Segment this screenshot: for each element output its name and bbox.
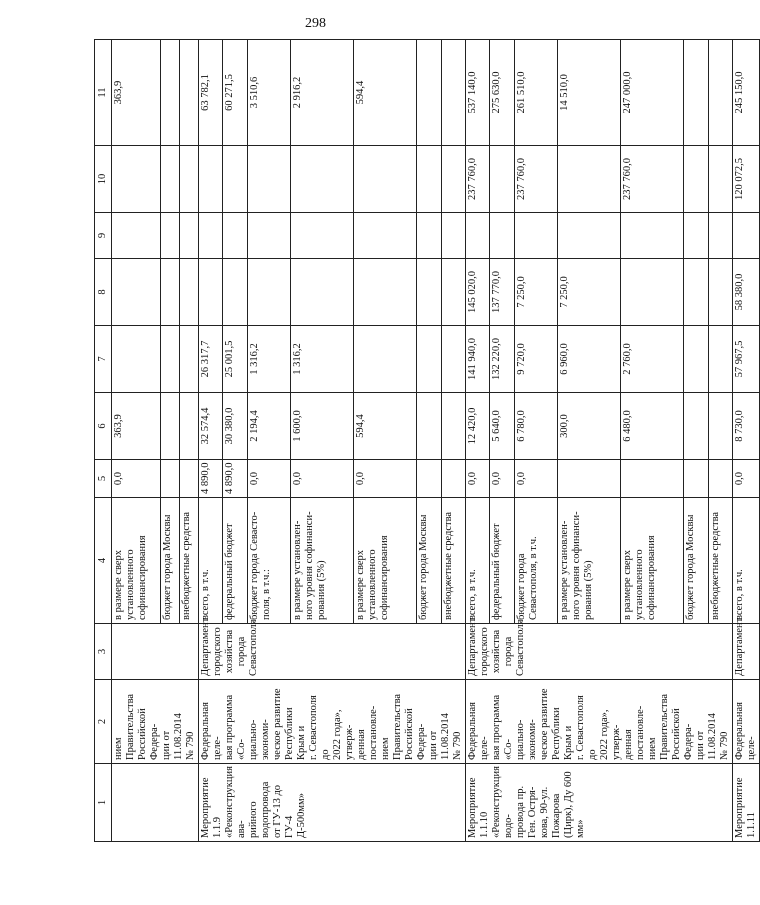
funding-source: в размере сверх установленного софинансирования xyxy=(621,498,684,624)
value-cell: 3 510,6 xyxy=(247,40,291,146)
value-cell xyxy=(112,259,161,326)
value-cell: 300,0 xyxy=(558,393,621,460)
value-cell: 2 916,2 xyxy=(291,40,354,146)
value-cell: 2 760,0 xyxy=(621,326,684,393)
value-cell: 275 630,0 xyxy=(490,40,514,146)
value-cell xyxy=(112,326,161,393)
funding-source: всего, в т.ч. xyxy=(199,498,223,624)
funding-source: бюджет города Москвы xyxy=(417,498,441,624)
value-cell: 237 760,0 xyxy=(466,146,490,213)
value-cell: 2 194,4 xyxy=(247,393,291,460)
page-number: 298 xyxy=(305,16,326,31)
table-row xyxy=(199,40,223,842)
funding-source: бюджет города Севастополя, в т.ч. xyxy=(514,498,558,624)
col-header: 6 xyxy=(95,393,112,460)
funding-source: бюджет города Москвы xyxy=(161,498,180,624)
measure-cell xyxy=(112,764,199,842)
value-cell: 237 760,0 xyxy=(621,146,684,213)
funding-source: бюджет города Москвы xyxy=(684,498,708,624)
funding-source: в размере установлен-ного уровня софинанси-рования (5%) xyxy=(291,498,354,624)
funding-source: в размере сверх установленного софинансирования xyxy=(112,498,161,624)
col-header: 2 xyxy=(95,680,112,764)
col-header: 9 xyxy=(95,213,112,259)
table-row xyxy=(733,40,760,842)
value-cell: 363,9 xyxy=(112,393,161,460)
col-header: 10 xyxy=(95,146,112,213)
executor-cell: Департамент городского хозяйства города Севастополя xyxy=(466,624,733,680)
col-header: 4 xyxy=(95,498,112,624)
budget-table xyxy=(94,39,760,842)
value-cell: 137 770,0 xyxy=(490,259,514,326)
value-cell: 1 316,2 xyxy=(247,326,291,393)
funding-source: в размере установлен-ного уровня софинанси-рования (5%) xyxy=(558,498,621,624)
value-cell: 0,0 xyxy=(733,460,760,498)
value-cell: 363,9 xyxy=(112,40,161,146)
col-header: 1 xyxy=(95,764,112,842)
value-cell: 14 510,0 xyxy=(558,40,621,146)
value-cell: 4 890,0 xyxy=(223,460,247,498)
value-cell: 145 020,0 xyxy=(466,259,490,326)
rotated-table-container xyxy=(94,40,757,842)
value-cell: 594,4 xyxy=(354,40,417,146)
value-cell: 261 510,0 xyxy=(514,40,558,146)
col-header: 11 xyxy=(95,40,112,146)
value-cell: 594,4 xyxy=(354,393,417,460)
value-cell: 32 574,4 xyxy=(199,393,223,460)
header-row xyxy=(95,40,112,842)
value-cell: 57 967,5 xyxy=(733,326,760,393)
value-cell: 247 000,0 xyxy=(621,40,684,146)
value-cell: 141 940,0 xyxy=(466,326,490,393)
funding-source: всего, в т.ч. xyxy=(733,498,760,624)
value-cell: 7 250,0 xyxy=(514,259,558,326)
value-cell: 8 730,0 xyxy=(733,393,760,460)
funding-source: всего, в т.ч. xyxy=(466,498,490,624)
value-cell: 1 600,0 xyxy=(291,393,354,460)
funding-source: бюджет города Севасто-поля, в т.ч.: xyxy=(247,498,291,624)
value-cell: 0,0 xyxy=(112,460,161,498)
value-cell xyxy=(112,213,161,259)
measure-cell: Мероприятие 1.1.9 «Реконструкция ава- рийного водопровода от ГУ-13 до ГУ-4 Д-500мм» xyxy=(199,764,466,842)
funding-source: внебюджетные средства xyxy=(708,498,732,624)
value-cell: 7 250,0 xyxy=(558,259,621,326)
value-cell: 25 001,5 xyxy=(223,326,247,393)
executor-cell xyxy=(112,624,199,680)
measure-cell: Мероприятие 1.1.10 «Реконструкция водо- провода пр. Ген. Остря- кова, 90-ул. Пожарова (Цирк), Ду 600 мм» xyxy=(466,764,733,842)
measure-cell: Мероприятие 1.1.11 xyxy=(733,764,760,842)
funding-source: внебюджетные средства xyxy=(180,498,199,624)
value-cell: 0,0 xyxy=(354,460,417,498)
value-cell: 0,0 xyxy=(514,460,558,498)
program-cell: Федеральная целе- вая программа «Со- циально-экономи- ческое развитие Республики Крым и г. Севастополя до 2022 года», утверж- денная постановле- нием Правительства Российской Федера- ции от 11.08.2014 № 790 xyxy=(466,680,733,764)
value-cell: 245 150,0 xyxy=(733,40,760,146)
funding-source: в размере сверх установленного софинансирования xyxy=(354,498,417,624)
value-cell: 6 780,0 xyxy=(514,393,558,460)
program-cell: нием Правительства Российской Федера- ции от 11.08.2014 № 790 xyxy=(112,680,199,764)
value-cell: 5 640,0 xyxy=(490,393,514,460)
value-cell xyxy=(112,146,161,213)
value-cell: 6 960,0 xyxy=(558,326,621,393)
funding-source: внебюджетные средства xyxy=(441,498,465,624)
value-cell: 0,0 xyxy=(466,460,490,498)
funding-source: федеральный бюджет xyxy=(490,498,514,624)
value-cell: 26 317,7 xyxy=(199,326,223,393)
value-cell: 120 072,5 xyxy=(733,146,760,213)
table-row xyxy=(112,40,161,842)
value-cell: 132 220,0 xyxy=(490,326,514,393)
value-cell: 0,0 xyxy=(490,460,514,498)
value-cell: 30 380,0 xyxy=(223,393,247,460)
program-cell: Федеральная целе- xyxy=(733,680,760,764)
value-cell: 4 890,0 xyxy=(199,460,223,498)
executor-cell: Департамент xyxy=(733,624,760,680)
col-header: 5 xyxy=(95,460,112,498)
program-cell: Федеральная целе- вая программа «Со- циально-экономи- ческое развитие Республики Крым и г. Севастополя до 2022 года», утверж- денная постановле- нием Правительства Российской Федера- ции от 11.08.2014 № 790 xyxy=(199,680,466,764)
col-header: 3 xyxy=(95,624,112,680)
value-cell: 6 480,0 xyxy=(621,393,684,460)
value-cell: 0,0 xyxy=(247,460,291,498)
value-cell: 0,0 xyxy=(291,460,354,498)
value-cell: 237 760,0 xyxy=(514,146,558,213)
value-cell: 9 720,0 xyxy=(514,326,558,393)
executor-cell: Департамент городского хозяйства города Севастополя xyxy=(199,624,466,680)
value-cell: 58 380,0 xyxy=(733,259,760,326)
table-row xyxy=(466,40,490,842)
col-header: 8 xyxy=(95,259,112,326)
value-cell: 537 140,0 xyxy=(466,40,490,146)
funding-source: федеральный бюджет xyxy=(223,498,247,624)
col-header: 7 xyxy=(95,326,112,393)
value-cell: 60 271,5 xyxy=(223,40,247,146)
value-cell: 1 316,2 xyxy=(291,326,354,393)
value-cell: 63 782,1 xyxy=(199,40,223,146)
value-cell: 12 420,0 xyxy=(466,393,490,460)
